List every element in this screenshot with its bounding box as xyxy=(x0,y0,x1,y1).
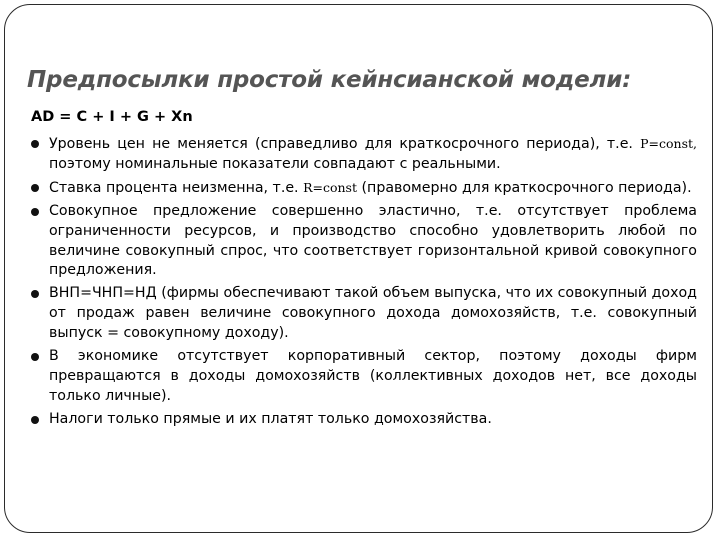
slide-title: Предпосылки простой кейнсианской модели: xyxy=(27,67,632,93)
bullet-text: В экономике отсутствует корпоративный сектор, поэтому доходы фирм превращаются в доходы домохозяйств (коллективных доходов нет, все доходы только личные). xyxy=(49,348,697,404)
bullet-dot-icon xyxy=(31,208,39,216)
bullet-text: Ставка процента неизменна, т.е. xyxy=(49,179,304,196)
bullet-dot-icon xyxy=(31,416,39,424)
bullet-text: ВНП=ЧНП=НД (фирмы обеспечивают такой объем выпуска, что их совокупный доход от продаж равен величине совокупного дохода домохозяйств, т.е. совокупный выпуск = совокупному доходу). xyxy=(49,285,697,342)
bullet-dot-icon xyxy=(31,353,39,361)
bullet-text-continued: (правомерно для краткосрочного периода). xyxy=(357,179,692,196)
bullet-text-continued: поэтому номинальные показатели совпадают с реальными. xyxy=(49,155,501,172)
list-item xyxy=(31,347,697,407)
list-item xyxy=(31,410,697,430)
bullet-text: Совокупное предложение совершенно эластично, т.е. отсутствует проблема ограниченности ресурсов, и производство способно удовлетворить любой по величине совокупный спрос, что соответствует горизонтальной кривой совокупного предложения. xyxy=(49,202,697,279)
assumptions-list xyxy=(31,134,697,433)
list-item xyxy=(31,134,697,175)
bullet-dot-icon xyxy=(31,290,39,298)
bullet-dot-icon xyxy=(31,140,39,148)
bullet-text: Налоги только прямые и их платят только домохозяйства. xyxy=(49,410,492,427)
list-item xyxy=(31,284,697,344)
bullet-dot-icon xyxy=(31,184,39,192)
list-item xyxy=(31,202,697,282)
aggregate-demand-formula: AD = C + I + G + Xn xyxy=(31,109,193,125)
slide-frame xyxy=(4,4,713,533)
bullet-text: Уровень цен не меняется (справедливо для краткосрочного периода), т.е. xyxy=(49,136,641,152)
list-item xyxy=(31,178,697,199)
interest-rate-term: R=const xyxy=(303,179,357,195)
price-level-term: P=const, xyxy=(640,136,697,151)
